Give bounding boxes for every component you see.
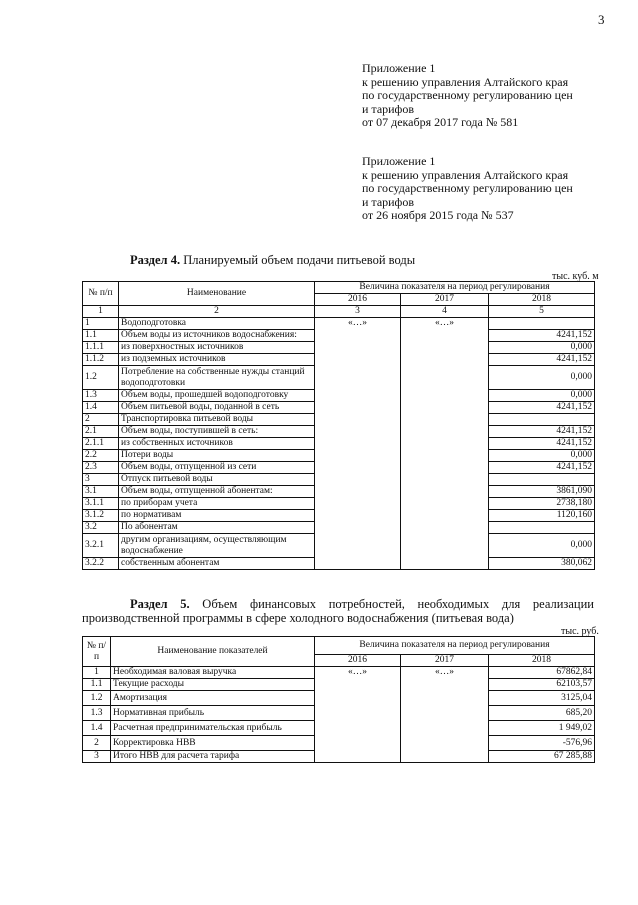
value-2018: 4241,152 xyxy=(489,354,595,366)
section5-unit: тыс. руб. xyxy=(561,626,599,637)
col-index: 2 xyxy=(119,306,315,318)
row-number: 2 xyxy=(83,736,111,751)
appendix-line: от 26 ноября 2015 года № 537 xyxy=(362,208,514,222)
appendix-line: и тарифов xyxy=(362,194,415,209)
appendix-line: Приложение 1 xyxy=(362,61,436,75)
value-2018: 0,000 xyxy=(489,390,595,402)
col-year-header: 2016 xyxy=(315,294,401,306)
value-2018 xyxy=(489,414,595,426)
row-number: 3 xyxy=(83,474,119,486)
row-name: по приборам учета xyxy=(119,498,315,510)
value-2018 xyxy=(489,474,595,486)
section4-table xyxy=(82,281,595,570)
row-name: Корректировка НВВ xyxy=(111,736,315,751)
row-number: 1.2 xyxy=(83,691,111,706)
row-number: 1.3 xyxy=(83,390,119,402)
row-number: 3.2 xyxy=(83,522,119,534)
appendix-line: по государственному регулированию цен xyxy=(362,181,573,195)
row-number: 2.1 xyxy=(83,426,119,438)
row-number: 1.1.2 xyxy=(83,354,119,366)
section4-unit: тыс. куб. м xyxy=(552,271,599,282)
row-name: другим организациям, осуществляющим водоснабжение xyxy=(119,534,315,558)
row-number: 1.4 xyxy=(83,402,119,414)
col-index: 4 xyxy=(401,306,489,318)
row-name: собственным абонентам xyxy=(119,558,315,570)
row-name: из подземных источников xyxy=(119,354,315,366)
row-name: из собственных источников xyxy=(119,438,315,450)
value-2018: 62103,57 xyxy=(489,679,595,691)
value-2018: 380,062 xyxy=(489,558,595,570)
section4-title-text: Планируемый объем подачи питьевой воды xyxy=(180,253,416,267)
col-year-header: 2016 xyxy=(315,655,401,667)
row-number: 3.1.2 xyxy=(83,510,119,522)
value-2018: 0,000 xyxy=(489,342,595,354)
row-name: Объем воды, отпущенной из сети xyxy=(119,462,315,474)
row-name: Потери воды xyxy=(119,450,315,462)
row-name: Объем воды, отпущенной абонентам: xyxy=(119,486,315,498)
value-2018: 4241,152 xyxy=(489,402,595,414)
table-row xyxy=(83,318,595,330)
value-2017: «…» xyxy=(401,667,489,763)
row-name: Объем воды из источников водоснабжения: xyxy=(119,330,315,342)
col-num-header: № п/п xyxy=(83,637,111,667)
col-year-header: 2018 xyxy=(489,294,595,306)
row-number: 1.1.1 xyxy=(83,342,119,354)
row-name: Нормативная прибыль xyxy=(111,706,315,721)
value-2018: 4241,152 xyxy=(489,426,595,438)
row-name: Транспортировка питьевой воды xyxy=(119,414,315,426)
row-number: 1.2 xyxy=(83,366,119,390)
col-index: 5 xyxy=(489,306,595,318)
col-num-header: № п/п xyxy=(83,282,119,306)
value-2018: 67862,84 xyxy=(489,667,595,679)
row-name: Текущие расходы xyxy=(111,679,315,691)
col-year-header: 2017 xyxy=(401,294,489,306)
section5-title-text: Объем финансовых потребностей, необходимых для реализации производственной программы в сфере холодного водоснабжения (питьевая вода) xyxy=(82,597,594,625)
value-2018: 685,20 xyxy=(489,706,595,721)
row-number: 1.4 xyxy=(83,721,111,736)
row-number: 1.3 xyxy=(83,706,111,721)
row-number: 2.2 xyxy=(83,450,119,462)
appendix-block-original xyxy=(362,155,622,223)
page-number: 3 xyxy=(598,12,605,27)
value-2018 xyxy=(489,522,595,534)
row-name: Объем питьевой воды, поданной в сеть xyxy=(119,402,315,414)
row-name: по нормативам xyxy=(119,510,315,522)
appendix-line: и тарифов xyxy=(362,101,415,116)
value-2018: -576,96 xyxy=(489,736,595,751)
value-2018: 4241,152 xyxy=(489,462,595,474)
value-2016: «…» xyxy=(315,318,401,570)
row-number: 3 xyxy=(83,751,111,763)
row-number: 3.2.1 xyxy=(83,534,119,558)
col-period-header: Величина показателя на период регулирования xyxy=(315,637,595,655)
row-name: Отпуск питьевой воды xyxy=(119,474,315,486)
row-number: 1 xyxy=(83,318,119,330)
section5-title xyxy=(82,597,594,625)
section4-title xyxy=(130,253,415,268)
row-number: 1.1 xyxy=(83,679,111,691)
row-name: По абонентам xyxy=(119,522,315,534)
row-name: Расчетная предпринимательская прибыль xyxy=(111,721,315,736)
row-number: 2.3 xyxy=(83,462,119,474)
value-2017: «…» xyxy=(401,318,489,570)
value-2018: 3861,090 xyxy=(489,486,595,498)
appendix-line: от 07 декабря 2017 года № 581 xyxy=(362,115,519,129)
value-2018: 0,000 xyxy=(489,534,595,558)
table-row xyxy=(83,667,595,679)
row-number: 1 xyxy=(83,667,111,679)
col-name-header: Наименование показателей xyxy=(111,637,315,667)
col-period-header: Величина показателя на период регулирования xyxy=(315,282,595,294)
appendix-line: к решению управления Алтайского края xyxy=(362,74,569,89)
row-name: Потребление на собственные нужды станций водоподготовки xyxy=(119,366,315,390)
row-name: из поверхностных источников xyxy=(119,342,315,354)
col-index: 3 xyxy=(315,306,401,318)
value-2016: «…» xyxy=(315,667,401,763)
value-2018 xyxy=(489,318,595,330)
row-name: Необходимая валовая выручка xyxy=(111,667,315,679)
value-2018: 67 285,88 xyxy=(489,751,595,763)
row-name: Амортизация xyxy=(111,691,315,706)
value-2018: 1 949,02 xyxy=(489,721,595,736)
appendix-line: к решению управления Алтайского края xyxy=(362,167,569,182)
row-number: 1.1 xyxy=(83,330,119,342)
value-2018: 0,000 xyxy=(489,366,595,390)
row-name: Водоподготовка xyxy=(119,318,315,330)
row-number: 3.2.2 xyxy=(83,558,119,570)
row-name: Итого НВВ для расчета тарифа xyxy=(111,751,315,763)
value-2018: 2738,180 xyxy=(489,498,595,510)
col-year-header: 2017 xyxy=(401,655,489,667)
row-name: Объем воды, поступившей в сеть: xyxy=(119,426,315,438)
value-2018: 4241,152 xyxy=(489,438,595,450)
row-number: 3.1 xyxy=(83,486,119,498)
appendix-line: Приложение 1 xyxy=(362,154,436,168)
value-2018: 1120,160 xyxy=(489,510,595,522)
row-number: 3.1.1 xyxy=(83,498,119,510)
row-number: 2 xyxy=(83,414,119,426)
row-number: 2.1.1 xyxy=(83,438,119,450)
value-2018: 0,000 xyxy=(489,450,595,462)
col-index: 1 xyxy=(83,306,119,318)
appendix-line: по государственному регулированию цен xyxy=(362,88,573,102)
appendix-block-current xyxy=(362,62,622,130)
section5-table xyxy=(82,636,595,763)
value-2018: 3125,04 xyxy=(489,691,595,706)
col-name-header: Наименование xyxy=(119,282,315,306)
section5-label: Раздел 5. xyxy=(130,597,190,611)
value-2018: 4241,152 xyxy=(489,330,595,342)
row-name: Объем воды, прошедшей водоподготовку xyxy=(119,390,315,402)
col-year-header: 2018 xyxy=(489,655,595,667)
section4-label: Раздел 4. xyxy=(130,253,181,267)
